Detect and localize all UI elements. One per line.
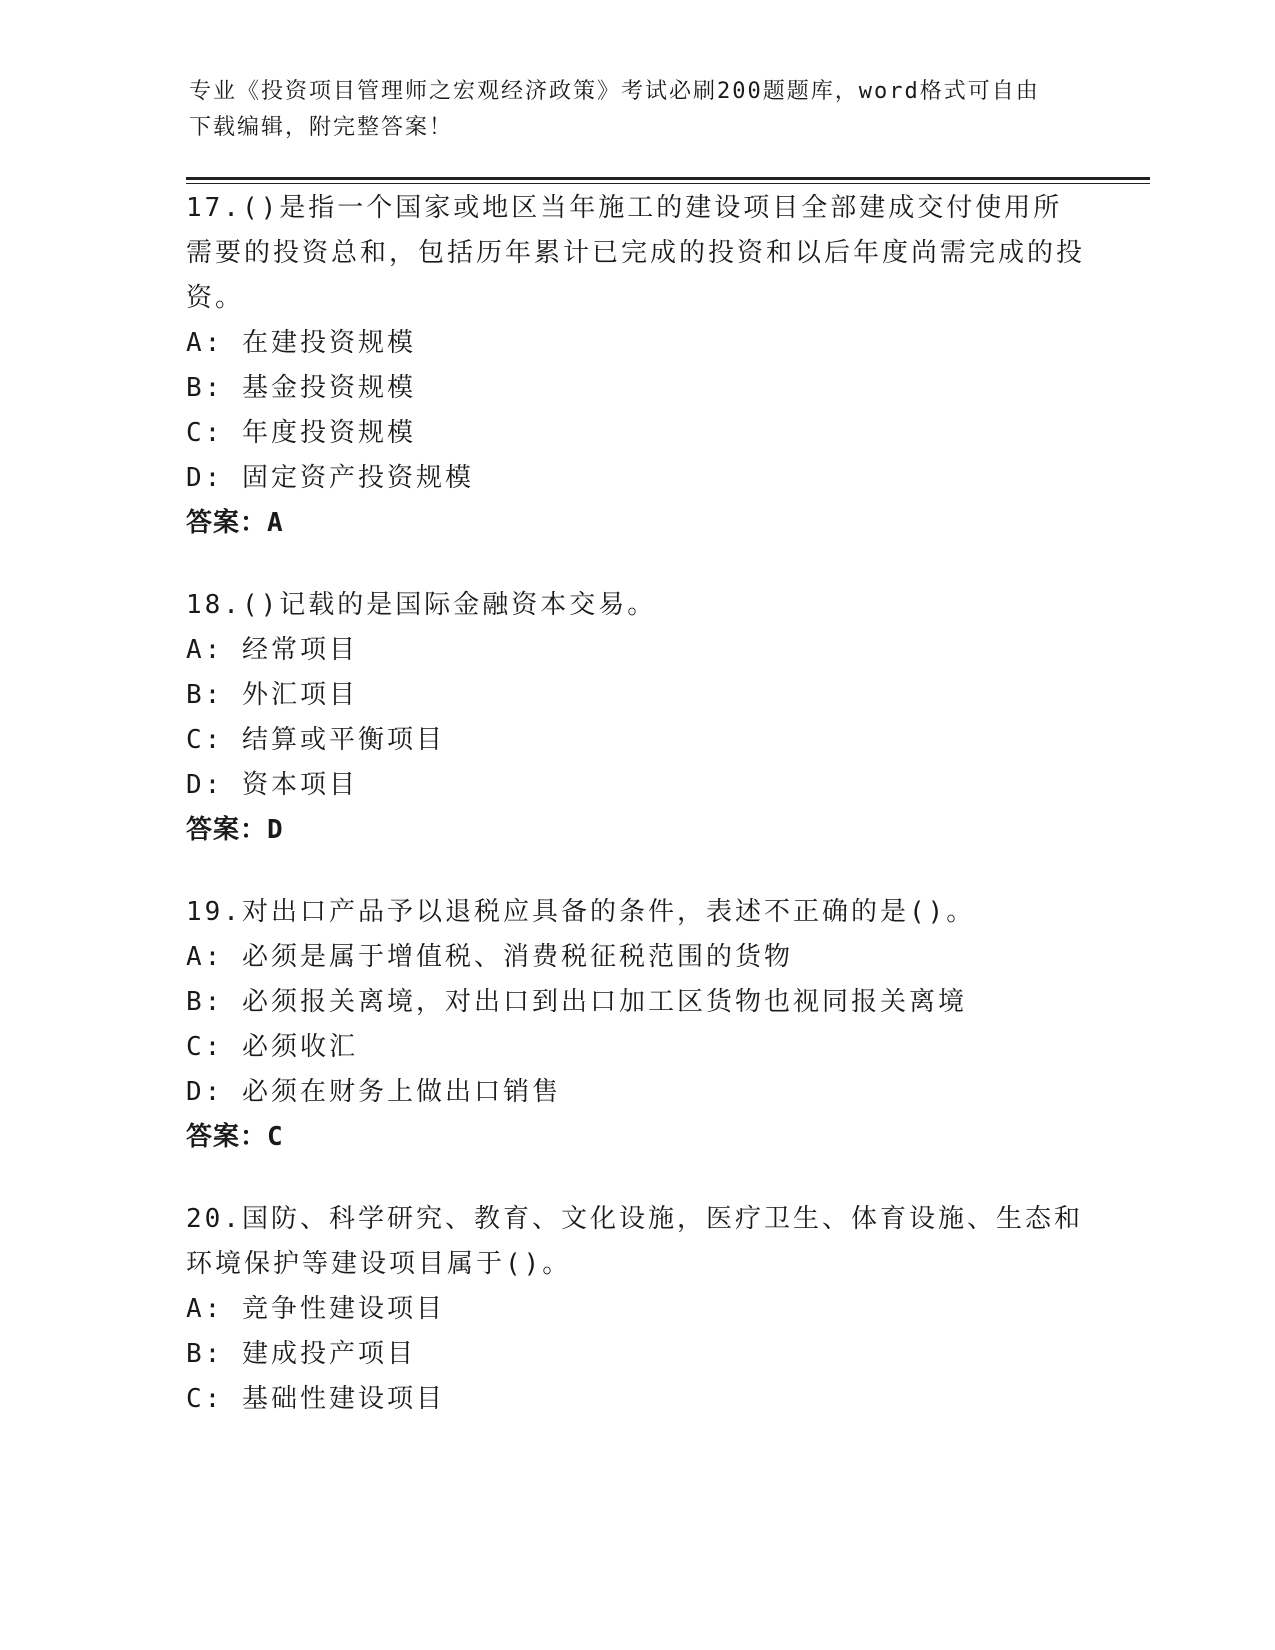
question-20 (186, 1197, 1086, 1422)
question-stem: 18.()记载的是国际金融资本交易。 (186, 590, 657, 620)
option-c: C: 年度投资规模 (186, 418, 416, 448)
answer-label: 答案：A (186, 508, 284, 538)
option-d: D: 资本项目 (186, 770, 358, 800)
question-stem: 19.对出口产品予以退税应具备的条件，表述不正确的是()。 (186, 897, 976, 927)
option-b: B: 必须报关离境，对出口到出口加工区货物也视同报关离境 (186, 987, 967, 1017)
option-a: A: 必须是属于增值税、消费税征税范围的货物 (186, 942, 793, 972)
option-b: B: 外汇项目 (186, 680, 358, 710)
header-divider-thick (186, 177, 1150, 180)
document-header (189, 74, 1079, 146)
option-c: C: 基础性建设项目 (186, 1384, 445, 1414)
answer-label: 答案：D (186, 815, 284, 845)
option-c: C: 结算或平衡项目 (186, 725, 445, 755)
option-a: A: 经常项目 (186, 635, 358, 665)
option-b: B: 建成投产项目 (186, 1339, 416, 1369)
answer-label: 答案：C (186, 1122, 284, 1152)
option-d: D: 固定资产投资规模 (186, 463, 474, 493)
option-a: A: 在建投资规模 (186, 328, 416, 358)
question-stem: 20.国防、科学研究、教育、文化设施，医疗卫生、体育设施、生态和环境保护等建设项目属于()。 (186, 1204, 1083, 1279)
question-stem: 17.()是指一个国家或地区当年施工的建设项目全部建成交付使用所需要的投资总和，包括历年累计已完成的投资和以后年度尚需完成的投资。 (186, 193, 1086, 313)
header-divider-thin (186, 183, 1150, 184)
question-list (186, 186, 1086, 1459)
question-18 (186, 583, 1086, 853)
question-17 (186, 186, 1086, 546)
option-d: D: 必须在财务上做出口销售 (186, 1077, 561, 1107)
option-b: B: 基金投资规模 (186, 373, 416, 403)
option-a: A: 竞争性建设项目 (186, 1294, 445, 1324)
header-line-1: 专业《投资项目管理师之宏观经济政策》考试必刷200题题库，word格式可自由 (189, 79, 1040, 104)
header-line-2: 下载编辑，附完整答案！ (189, 115, 454, 140)
option-c: C: 必须收汇 (186, 1032, 358, 1062)
question-19 (186, 890, 1086, 1160)
